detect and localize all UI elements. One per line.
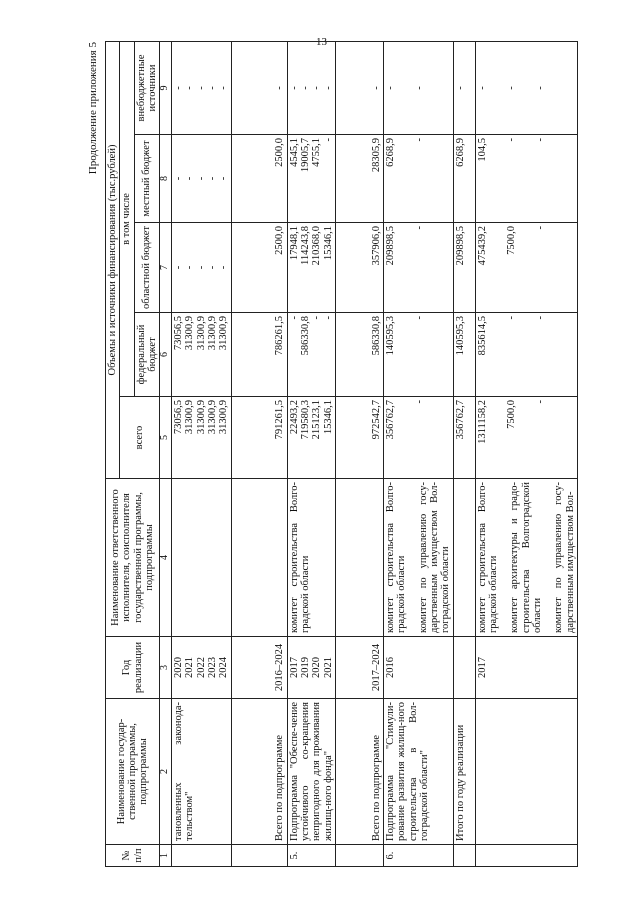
row-regional: 17948,1 114243,8 210368,0 15346,1 — [287, 223, 335, 313]
financing-table — [105, 41, 578, 867]
row-regional: 209898,5 - — [384, 223, 454, 313]
row-name: Всего по подпрограмме — [336, 699, 384, 845]
table-row — [172, 41, 232, 866]
table-row — [475, 41, 577, 866]
row-local: 6268,9 — [453, 135, 475, 223]
row-executor: комитет строительства Волго-градской области комитет по управлению госу-дарственным имуществом Вол-гоградской области — [384, 479, 454, 637]
appendix-title: Продолжение приложения 5 — [87, 42, 99, 175]
col-number: 2 — [160, 699, 172, 845]
col-number: 7 — [160, 223, 172, 313]
row-executor: комитет строительства Волго-градской области комитет архитектуры и градо-строительства Волгоградской области комитет по управлению госу-дарственным имуществом Вол- — [475, 479, 577, 637]
row-local: 2500,0 — [231, 135, 287, 223]
header-federal: федеральный бюджет — [134, 313, 160, 397]
header-name: Наименование государ-ственной программы, подпрограммы — [106, 699, 160, 845]
row-years: 2017 2019 2020 2021 — [287, 637, 335, 699]
row-extra: - - - - — [287, 41, 335, 134]
row-name: Итого по году реализации — [453, 699, 475, 845]
row-name: Подпрограмма "Стимули-рование развития жилищ-ного строительства в Вол-гоградской области" — [384, 699, 454, 845]
row-federal: - 586330,8 - - — [287, 313, 335, 397]
row-local: 28305,9 — [336, 135, 384, 223]
row-federal: 835614,5 - - — [475, 313, 577, 397]
row-years: 2020 2021 2022 2023 2024 — [172, 637, 232, 699]
page-number: 13 — [316, 36, 327, 48]
col-number: 9 — [160, 41, 172, 134]
col-number: 4 — [160, 479, 172, 637]
row-year: 2017–2024 — [336, 637, 384, 699]
row-extra: - — [453, 41, 475, 134]
row-local: - - - - - — [172, 135, 232, 223]
row-total: 356762,7 - — [384, 397, 454, 479]
row-regional: 209898,5 — [453, 223, 475, 313]
table-row — [453, 41, 475, 866]
row-total: 73056,5 31300,9 31300,9 31300,9 31300,9 — [172, 397, 232, 479]
row-extra: - — [336, 41, 384, 134]
row-name: тановленных законода-тельством" — [172, 699, 232, 845]
table-row — [231, 41, 287, 866]
row-local: 6268,9 - — [384, 135, 454, 223]
row-year: 2017 — [475, 637, 577, 699]
row-total: 22493,2 719580,3 215123,1 15346,1 — [287, 397, 335, 479]
row-federal: 786261,5 — [231, 313, 287, 397]
row-name: Подпрограмма "Обеспе-чение устойчивого со-кращения непригодного для проживания жилищ-ного фонда" — [287, 699, 335, 845]
row-regional: 357906,0 — [336, 223, 384, 313]
row-extra: - - - — [475, 41, 577, 134]
header-local: местный бюджет — [134, 135, 160, 223]
header-year: Год реализации — [106, 637, 160, 699]
row-federal: 73056,5 31300,9 31300,9 31300,9 31300,9 — [172, 313, 232, 397]
row-num: 5. — [287, 845, 335, 867]
row-name: Всего по подпрограмме — [231, 699, 287, 845]
table-row — [336, 41, 384, 866]
row-total: 972542,7 — [336, 397, 384, 479]
row-year: 2016 — [384, 637, 454, 699]
header-volumes: Объемы и источники финансирования (тыс.рублей) — [106, 41, 120, 478]
col-number: 5 — [160, 397, 172, 479]
row-extra: - - - - - — [172, 41, 232, 134]
row-total: 791261,5 — [231, 397, 287, 479]
row-extra: - - — [384, 41, 454, 134]
row-num: 6. — [384, 845, 454, 867]
table-row — [287, 41, 335, 866]
row-executor: комитет строительства Волго-градской области — [287, 479, 335, 637]
row-total: 356762,7 — [453, 397, 475, 479]
col-number: 8 — [160, 135, 172, 223]
row-local: 104,5 - - — [475, 135, 577, 223]
row-regional: - - - - - — [172, 223, 232, 313]
col-number: 3 — [160, 637, 172, 699]
header-executor: Наименование ответственного исполнителя, соисполнителя государственной программы, подпрограммы — [106, 479, 160, 637]
row-federal: 140595,3 - — [384, 313, 454, 397]
row-federal: 140595,3 — [453, 313, 475, 397]
rotated-page-content — [87, 42, 633, 867]
header-extra: внебюджетные источники — [134, 41, 160, 134]
col-number: 6 — [160, 313, 172, 397]
row-regional: 2500,0 — [231, 223, 287, 313]
row-year: 2016–2024 — [231, 637, 287, 699]
row-local: 4545,1 19005,7 4755,1 - — [287, 135, 335, 223]
header-num: № п/п — [106, 845, 160, 867]
table-row — [384, 41, 454, 866]
col-number: 1 — [160, 845, 172, 867]
row-extra: - — [231, 41, 287, 134]
row-regional: 475439,2 7500,0 - — [475, 223, 577, 313]
header-including: в том числе — [120, 41, 134, 396]
row-federal: 586330,8 — [336, 313, 384, 397]
header-regional: областной бюджет — [134, 223, 160, 313]
header-total: всего — [120, 397, 160, 479]
row-total: 1311158,2 7500,0 - — [475, 397, 577, 479]
